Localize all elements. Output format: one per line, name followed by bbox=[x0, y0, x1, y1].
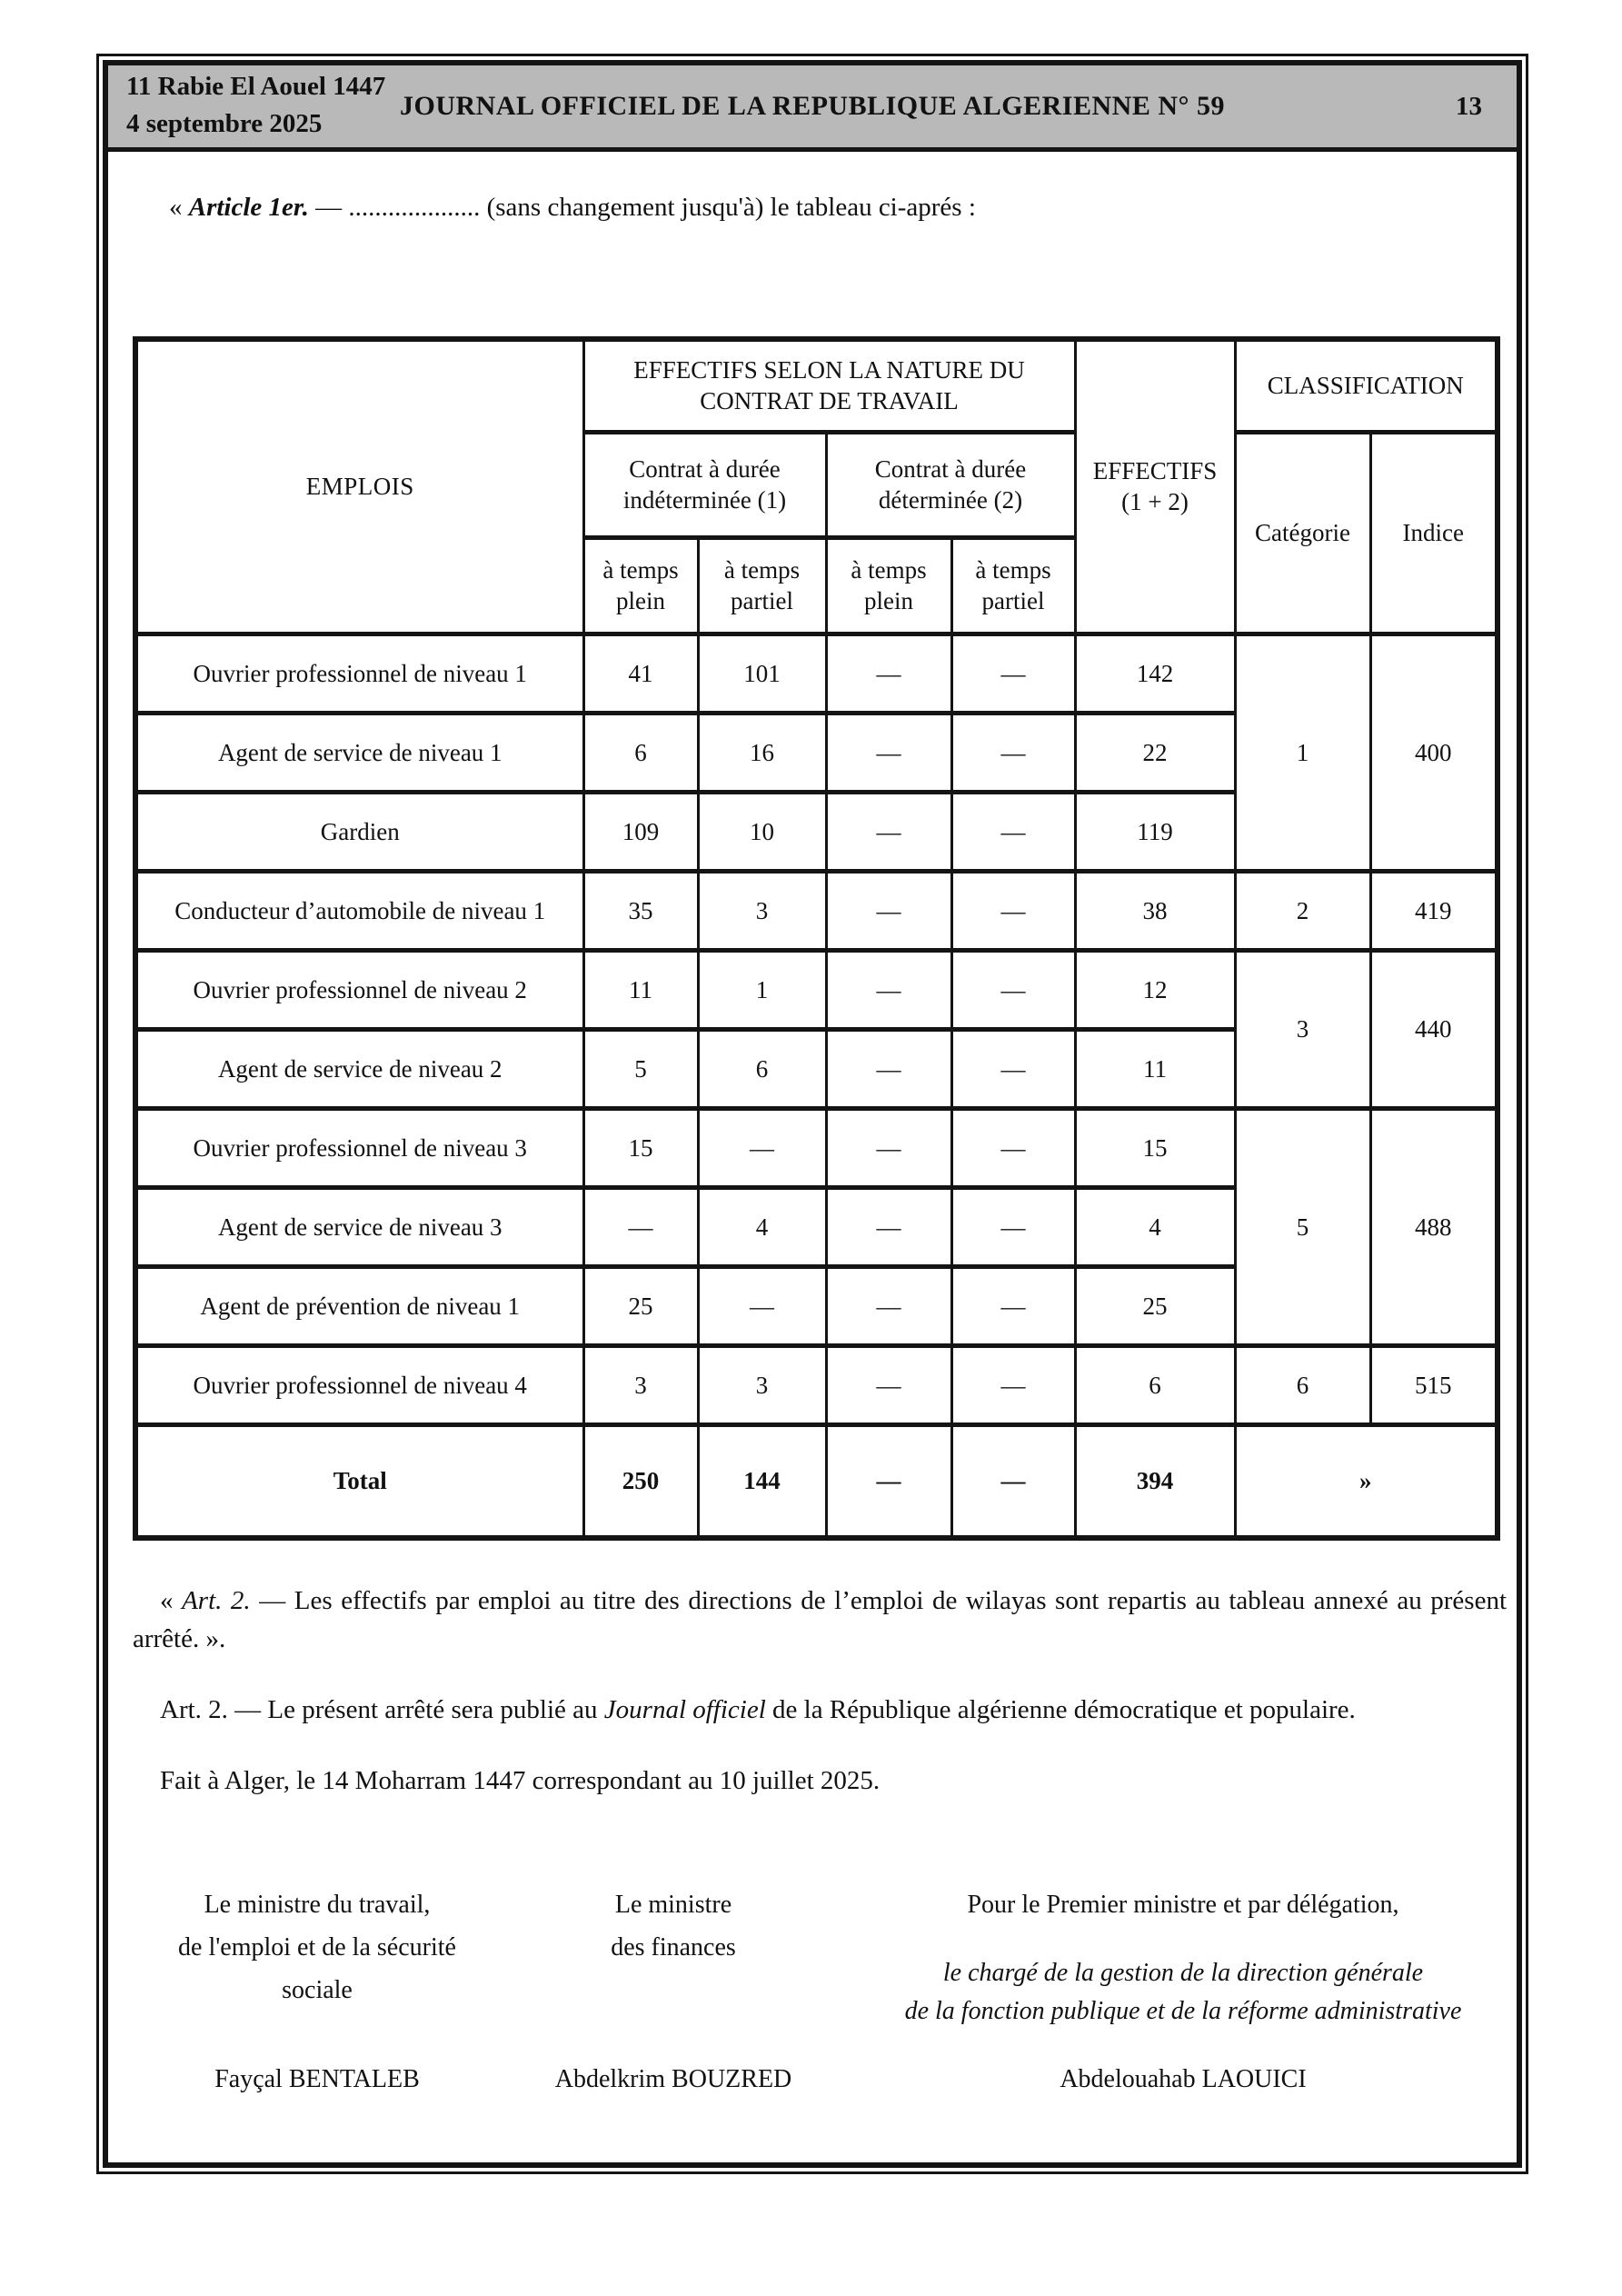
minister-title-line: des finances bbox=[611, 1933, 736, 1962]
cell-cdd-plein: — bbox=[826, 634, 951, 713]
date-hijri: 11 Rabie El Aouel 1447 bbox=[126, 72, 386, 101]
cell-cdi-plein: 15 bbox=[583, 1108, 698, 1187]
cell-indice: 488 bbox=[1370, 1108, 1498, 1345]
cell-cdi-plein: 41 bbox=[583, 634, 698, 713]
journal-title: JOURNAL OFFICIEL DE LA REPUBLIQUE ALGERIENNE N° 59 bbox=[400, 91, 1225, 121]
table-row bbox=[135, 871, 1498, 950]
delegation-function-lines bbox=[891, 1954, 1476, 2031]
cell-emploi: Agent de service de niveau 2 bbox=[135, 1029, 583, 1108]
cell-cdd-partiel: — bbox=[951, 871, 1075, 950]
header-nature-contrat: EFFECTIFS SELON LA NATURE DU CONTRAT DE TRAVAIL bbox=[583, 339, 1075, 432]
publication-text-post: de la République algérienne démocratique et populaire. bbox=[765, 1695, 1356, 1724]
total-cdd-partiel: — bbox=[951, 1424, 1075, 1538]
delegation-title-line: Pour le Premier ministre et par délégation, bbox=[967, 1891, 1399, 1919]
cell-indice: 400 bbox=[1370, 634, 1498, 871]
cell-indice: 440 bbox=[1370, 950, 1498, 1108]
total-cdi-partiel: 144 bbox=[698, 1424, 826, 1538]
signature-right-title bbox=[891, 1883, 1476, 1926]
header-indice: Indice bbox=[1370, 432, 1498, 634]
page-number: 13 bbox=[1456, 91, 1482, 121]
total-cdd-plein: — bbox=[826, 1424, 951, 1538]
cell-cdd-plein: — bbox=[826, 792, 951, 871]
signature-block bbox=[108, 1883, 1517, 2156]
cell-cdi-plein: 5 bbox=[583, 1029, 698, 1108]
cell-cdi-partiel: — bbox=[698, 1108, 826, 1187]
cell-cdd-partiel: — bbox=[951, 950, 1075, 1029]
open-quote: « bbox=[160, 1586, 183, 1615]
header-cdi: Contrat à durée indéterminée (1) bbox=[583, 432, 826, 537]
cell-cdd-plein: — bbox=[826, 1345, 951, 1424]
cell-emploi: Ouvrier professionnel de niveau 3 bbox=[135, 1108, 583, 1187]
article-2-label: Art. 2. bbox=[182, 1586, 251, 1615]
cell-cdi-plein: 25 bbox=[583, 1266, 698, 1345]
journal-officiel-italic: Journal officiel bbox=[603, 1695, 766, 1724]
header-classification: CLASSIFICATION bbox=[1235, 339, 1498, 432]
cell-cdi-plein: 109 bbox=[583, 792, 698, 871]
cell-cdi-plein: 35 bbox=[583, 871, 698, 950]
minister-title-line: Le ministre du travail, bbox=[204, 1891, 431, 1919]
article-1-intro bbox=[133, 191, 1496, 224]
page-frame bbox=[96, 54, 1528, 2174]
article-1-label: Article 1er. bbox=[188, 193, 309, 222]
cell-cdd-plein: — bbox=[826, 1108, 951, 1187]
cell-effectifs: 12 bbox=[1075, 950, 1235, 1029]
cell-cdd-partiel: — bbox=[951, 1108, 1075, 1187]
table-total-row bbox=[135, 1424, 1498, 1538]
cell-emploi: Ouvrier professionnel de niveau 4 bbox=[135, 1345, 583, 1424]
cell-effectifs: 38 bbox=[1075, 871, 1235, 950]
signature-middle-title bbox=[546, 1883, 801, 1969]
cell-emploi: Agent de service de niveau 1 bbox=[135, 713, 583, 792]
header-categorie: Catégorie bbox=[1235, 432, 1370, 634]
cell-cdi-partiel: 101 bbox=[698, 634, 826, 713]
header-cdd-temps-plein: à temps plein bbox=[826, 537, 951, 634]
cell-cdi-partiel: 4 bbox=[698, 1187, 826, 1266]
effectifs-table bbox=[133, 336, 1500, 1541]
header-cdd-temps-partiel: à temps partiel bbox=[951, 537, 1075, 634]
cell-cdd-plein: — bbox=[826, 871, 951, 950]
cell-indice: 419 bbox=[1370, 871, 1498, 950]
page-content bbox=[108, 65, 1517, 2162]
cell-effectifs: 142 bbox=[1075, 634, 1235, 713]
total-cdi-plein: 250 bbox=[583, 1424, 698, 1538]
cell-cdd-plein: — bbox=[826, 1187, 951, 1266]
article-2-quoted-paragraph bbox=[133, 1582, 1507, 1658]
journal-header-band bbox=[108, 65, 1517, 152]
header-effectifs-1-2: EFFECTIFS (1 + 2) bbox=[1075, 339, 1235, 634]
cell-cdi-partiel: — bbox=[698, 1266, 826, 1345]
cell-cdi-partiel: 16 bbox=[698, 713, 826, 792]
cell-cdd-plein: — bbox=[826, 950, 951, 1029]
cell-cdi-partiel: 10 bbox=[698, 792, 826, 871]
cell-cdd-plein: — bbox=[826, 713, 951, 792]
cell-emploi: Ouvrier professionnel de niveau 1 bbox=[135, 634, 583, 713]
article-2-text: — Les effectifs par emploi au titre des directions de l’emploi de wilayas sont repartis au tableau annexé au présent arrêté. ». bbox=[133, 1586, 1508, 1653]
cell-emploi: Gardien bbox=[135, 792, 583, 871]
article-label: Art. 2. bbox=[160, 1695, 228, 1724]
cell-cdi-partiel: 3 bbox=[698, 871, 826, 950]
signatory-name: Abdelkrim BOUZRED bbox=[554, 2065, 792, 2093]
cell-indice: 515 bbox=[1370, 1345, 1498, 1424]
header-cdi-temps-plein: à temps plein bbox=[583, 537, 698, 634]
cell-cdd-partiel: — bbox=[951, 1345, 1075, 1424]
cell-categorie: 3 bbox=[1235, 950, 1370, 1108]
fait-a-alger-line: Fait à Alger, le 14 Moharram 1447 correspondant au 10 juillet 2025. bbox=[160, 1766, 881, 1795]
signature-left-title bbox=[163, 1883, 472, 2011]
header-emplois: EMPLOIS bbox=[135, 339, 583, 634]
cell-effectifs: 119 bbox=[1075, 792, 1235, 871]
minister-title-line: Le ministre bbox=[614, 1891, 732, 1919]
signatory-name: Fayçal BENTALEB bbox=[214, 2065, 420, 2093]
cell-effectifs: 25 bbox=[1075, 1266, 1235, 1345]
article-2-publication-paragraph bbox=[133, 1691, 1507, 1729]
article-1-text: — .................... (sans changement jusqu'à) le tableau ci-aprés : bbox=[308, 193, 976, 222]
cell-effectifs: 6 bbox=[1075, 1345, 1235, 1424]
cell-categorie: 6 bbox=[1235, 1345, 1370, 1424]
total-label: Total bbox=[135, 1424, 583, 1538]
delegation-function-line: de la fonction publique et de la réforme administrative bbox=[904, 1997, 1462, 2025]
date-gregorian: 4 septembre 2025 bbox=[126, 109, 323, 138]
cell-emploi: Agent de prévention de niveau 1 bbox=[135, 1266, 583, 1345]
signatory-name: Abdelouahab LAOUICI bbox=[1060, 2065, 1307, 2093]
cell-cdi-partiel: 1 bbox=[698, 950, 826, 1029]
cell-cdi-plein: 11 bbox=[583, 950, 698, 1029]
table-row bbox=[135, 950, 1498, 1029]
table-row bbox=[135, 1108, 1498, 1187]
cell-effectifs: 15 bbox=[1075, 1108, 1235, 1187]
publication-text-pre: — Le présent arrêté sera publié au bbox=[227, 1695, 604, 1724]
cell-emploi: Agent de service de niveau 3 bbox=[135, 1187, 583, 1266]
cell-cdi-plein: — bbox=[583, 1187, 698, 1266]
cell-categorie: 2 bbox=[1235, 871, 1370, 950]
total-effectifs: 394 bbox=[1075, 1424, 1235, 1538]
cell-cdi-plein: 6 bbox=[583, 713, 698, 792]
closing-quote-cell: » bbox=[1235, 1424, 1498, 1538]
open-quote: « bbox=[169, 193, 189, 222]
cell-cdd-partiel: — bbox=[951, 713, 1075, 792]
cell-categorie: 1 bbox=[1235, 634, 1370, 871]
table-row bbox=[135, 1345, 1498, 1424]
cell-cdi-partiel: 3 bbox=[698, 1345, 826, 1424]
cell-categorie: 5 bbox=[1235, 1108, 1370, 1345]
cell-cdi-plein: 3 bbox=[583, 1345, 698, 1424]
cell-cdd-plein: — bbox=[826, 1266, 951, 1345]
cell-cdd-partiel: — bbox=[951, 1187, 1075, 1266]
cell-effectifs: 11 bbox=[1075, 1029, 1235, 1108]
header-cdi-temps-partiel: à temps partiel bbox=[698, 537, 826, 634]
cell-cdd-partiel: — bbox=[951, 792, 1075, 871]
minister-title-line: sociale bbox=[282, 1976, 353, 2004]
table-row bbox=[135, 634, 1498, 713]
page-inner-frame bbox=[103, 60, 1522, 2168]
cell-effectifs: 4 bbox=[1075, 1187, 1235, 1266]
cell-emploi: Ouvrier professionnel de niveau 2 bbox=[135, 950, 583, 1029]
delegation-function-line: le chargé de la gestion de la direction générale bbox=[942, 1959, 1424, 1987]
cell-effectifs: 22 bbox=[1075, 713, 1235, 792]
table-header-row-1 bbox=[135, 339, 1498, 432]
cell-emploi: Conducteur d’automobile de niveau 1 bbox=[135, 871, 583, 950]
cell-cdd-partiel: — bbox=[951, 1029, 1075, 1108]
header-cdd: Contrat à durée déterminée (2) bbox=[826, 432, 1075, 537]
cell-cdi-partiel: 6 bbox=[698, 1029, 826, 1108]
cell-cdd-partiel: — bbox=[951, 634, 1075, 713]
cell-cdd-partiel: — bbox=[951, 1266, 1075, 1345]
cell-cdd-plein: — bbox=[826, 1029, 951, 1108]
minister-title-line: de l'emploi et de la sécurité bbox=[178, 1933, 456, 1962]
effectifs-table-wrapper bbox=[133, 336, 1500, 1541]
